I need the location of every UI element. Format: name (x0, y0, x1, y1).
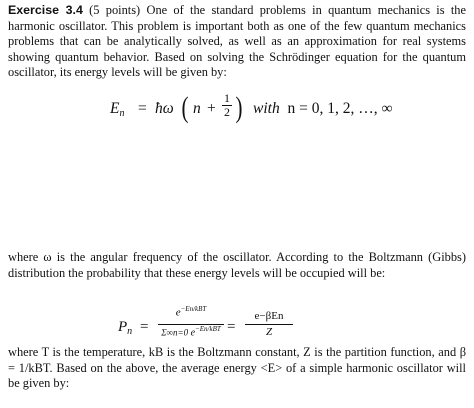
equals-sign: = (140, 319, 149, 335)
denominator: Σ∞n=0 $e^{-En/kBT}$ (158, 324, 224, 345)
exercise-label: Exercise 3.4 (8, 3, 83, 17)
exercise-points: (5 points) (89, 3, 141, 17)
energy-symbol: $E_n$ (110, 100, 125, 119)
equals-sign-2: = (227, 319, 236, 335)
probability-symbol: $P_n$ (118, 319, 133, 337)
probability-equation (118, 305, 358, 347)
exercise-paragraph (8, 3, 466, 81)
numerator: $e^{-En/kBT}$ (175, 305, 207, 319)
partition-fraction: e−βEn Z (245, 309, 293, 340)
half-fraction: $\frac{1}{2}$ (224, 91, 230, 119)
right-paren: ) (235, 91, 243, 124)
temperature-paragraph: where T is the temperature, kB is the Boltzmann constant, Z is the partition function, and β = 1/kBT. Based on the above, the average energy <E> of a simple harmonic oscillator will be given by: (8, 345, 466, 391)
quantum-number-condition: with n = 0, 1, 2, …, ∞ (253, 100, 393, 117)
equals-sign: = (138, 100, 147, 117)
exercise-intro: One of the standard problems in quantum mechanics is the harmonic oscillator. This problem is important both as one of the few quantum mechanics problems that can be analytically solved, as well as an approximation for real systems showing quantum behavior. Based on solving the Schrödinger equation for the quantum oscillator, its energy levels will be given by: (8, 3, 467, 80)
energy-level-equation (110, 92, 450, 126)
plus-sign: + (207, 100, 216, 117)
boltzmann-paragraph: where ω is the angular frequency of the oscillator. According to the Boltzmann (Gibbs) distribution the probability that these energy levels will be occupied will be: (8, 250, 466, 280)
boltzmann-fraction (158, 305, 224, 345)
hbar-omega: ħω (155, 100, 174, 117)
quantum-number: n (193, 100, 201, 117)
left-paren: ( (181, 91, 189, 124)
